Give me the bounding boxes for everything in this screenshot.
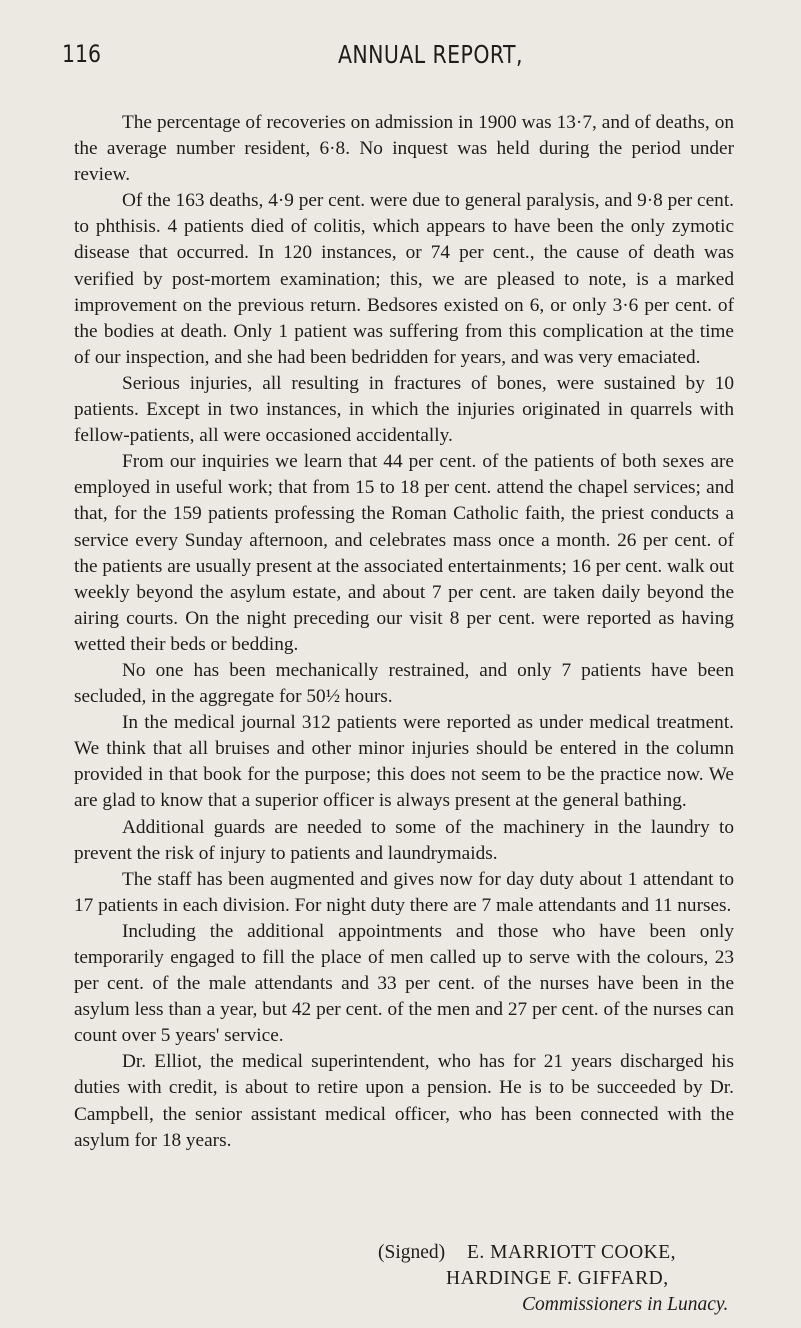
running-title: ANNUAL REPORT, bbox=[338, 40, 523, 69]
paragraph-injuries: Serious injuries, all resulting in fractures of bones, were sustained by 10 patients. Except in two instances, in which the injuries originated in quarrels with fellow-patients, all were occasioned accidentally. bbox=[74, 372, 734, 447]
paragraph-appointments: Including the additional appointments and those who have been only temporarily engaged to fill the place of men called up to serve with the colours, 23 per cent. of the male attendants and 33 per cent. of the nurses have been in the asylum less than a year, but 42 per cent. of the men and 27 per cent. of the nurses can count over 5 years' service. bbox=[74, 920, 734, 1047]
signatory-role: Commissioners in Lunacy. bbox=[522, 1294, 729, 1315]
signed-label: (Signed) bbox=[378, 1242, 446, 1263]
paragraph-medical-journal: In the medical journal 312 patients were reported as under medical treatment. We think that all bruises and other minor injuries should be entered in the column provided in that book for the purpose; this does not seem to be the practice now. We are glad to know that a superior officer is always present at the general bathing. bbox=[74, 712, 734, 812]
paragraph-deaths: Of the 163 deaths, 4·9 per cent. were due to general paralysis, and 9·8 per cent. to phthisis. 4 patients died of colitis, which appears to have been the only zymotic disease that occurred. In 120 instances, or 74 per cent., the cause of death was verified by post-mortem examination; this, we are pleased to note, is a marked improvement on the previous return. Bedsores existed on 6, or only 3·6 per cent. of the bodies at death. Only 1 patient was suffering from this complication at the time of our inspection, and she had been bedridden for years, and was very emaciated. bbox=[74, 190, 734, 368]
paragraph-superintendent: Dr. Elliot, the medical superintendent, who has for 21 years discharged his duties with credit, is about to retire upon a pension. He is to be succeeded by Dr. Campbell, the senior assistant medical officer, who has been connected with the asylum for 18 years. bbox=[74, 1051, 734, 1151]
paragraph-staff: The staff has been augmented and gives now for day duty about 1 attendant to 17 patients in each division. For night duty there are 7 male attendants and 11 nurses. bbox=[74, 868, 734, 916]
paragraph-laundry: Additional guards are needed to some of the machinery in the laundry to prevent the risk of injury to patients and laundrymaids. bbox=[74, 816, 734, 864]
paragraph-recoveries: The percentage of recoveries on admission in 1900 was 13·7, and of deaths, on the average number resident, 6·8. No inquest was held during the period under review. bbox=[74, 112, 734, 186]
signatory-cooke: E. MARRIOTT COOKE, bbox=[467, 1242, 677, 1263]
page-number: 116 bbox=[62, 40, 101, 68]
signature-block bbox=[74, 1240, 734, 1320]
report-body bbox=[74, 110, 734, 1154]
paragraph-employment: From our inquiries we learn that 44 per cent. of the patients of both sexes are employed in useful work; that from 15 to 18 per cent. attend the chapel services; and that, for the 159 patients professing the Roman Catholic faith, the priest conducts a service every Sunday afternoon, and celebrates mass once a month. 26 per cent. of the patients are usually present at the associated entertainments; 16 per cent. walk out weekly beyond the asylum estate, and about 7 per cent. are taken daily beyond the airing courts. On the night preceding our visit 8 per cent. were reported as having wetted their beds or bedding. bbox=[74, 451, 734, 655]
signatory-giffard: HARDINGE F. GIFFARD, bbox=[446, 1268, 669, 1289]
page-header bbox=[0, 40, 801, 76]
paragraph-restraint: No one has been mechanically restrained, and only 7 patients have been secluded, in the aggregate for 50½ hours. bbox=[74, 659, 734, 708]
